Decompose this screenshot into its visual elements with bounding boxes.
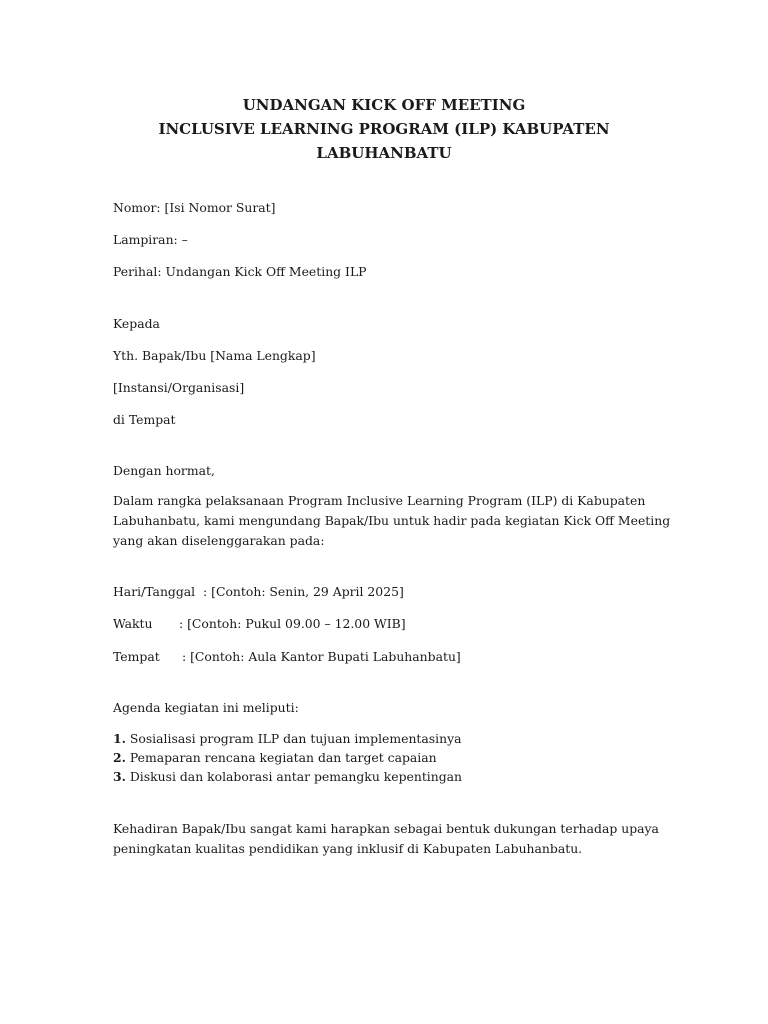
agenda-intro: Agenda kegiatan ini meliputi: xyxy=(113,700,299,715)
agenda-item-text: Pemaparan rencana kegiatan dan target capaian xyxy=(125,750,437,765)
closing-line-2: peningkatan kualitas pendidikan yang inklusif di Kabupaten Labuhanbatu. xyxy=(113,841,583,856)
event-date-value: : [Contoh: Senin, 29 April 2025] xyxy=(203,584,404,599)
event-place-label: Tempat xyxy=(113,649,160,664)
event-time-value: : [Contoh: Pukul 09.00 – 12.00 WIB] xyxy=(178,616,406,631)
agenda-item-number: 3. xyxy=(113,769,126,784)
closing-paragraph xyxy=(113,819,659,859)
salutation: Dengan hormat, xyxy=(113,463,215,478)
intro-line-2: Labuhanbatu, kami mengundang Bapak/Ibu untuk hadir pada kegiatan Kick Off Meeting xyxy=(113,513,671,528)
title-line-3: LABUHANBATU xyxy=(316,144,452,162)
document-title xyxy=(113,93,655,165)
recipient-kepada: Kepada xyxy=(113,316,160,331)
event-place-row xyxy=(113,647,461,666)
title-line-2: INCLUSIVE LEARNING PROGRAM (ILP) KABUPATEN xyxy=(158,120,610,138)
agenda-list xyxy=(113,729,653,786)
nomor-field: Nomor: [Isi Nomor Surat] xyxy=(113,200,276,215)
closing-line-1: Kehadiran Bapak/Ibu sangat kami harapkan sebagai bentuk dukungan terhadap upaya xyxy=(113,821,659,836)
agenda-item xyxy=(113,748,653,767)
event-date-label: Hari/Tanggal xyxy=(113,584,200,599)
intro-line-1: Dalam rangka pelaksanaan Program Inclusive Learning Program (ILP) di Kabupaten xyxy=(113,493,646,508)
event-time-label: Waktu xyxy=(113,616,153,631)
agenda-item-text: Sosialisasi program ILP dan tujuan implementasinya xyxy=(125,731,462,746)
intro-paragraph xyxy=(113,491,671,551)
agenda-item xyxy=(113,729,653,748)
agenda-item xyxy=(113,767,653,786)
recipient-institution: [Instansi/Organisasi] xyxy=(113,380,245,395)
event-time-row xyxy=(113,614,406,633)
intro-line-3: yang akan diselenggarakan pada: xyxy=(113,533,325,548)
event-date-row xyxy=(113,582,404,601)
recipient-name: Yth. Bapak/Ibu [Nama Lengkap] xyxy=(113,348,316,363)
title-line-1: UNDANGAN KICK OFF MEETING xyxy=(242,96,526,114)
recipient-place: di Tempat xyxy=(113,412,176,427)
agenda-item-number: 1. xyxy=(113,731,126,746)
perihal-field: Perihal: Undangan Kick Off Meeting ILP xyxy=(113,264,367,279)
event-place-value: : [Contoh: Aula Kantor Bupati Labuhanbatu] xyxy=(181,649,461,664)
lampiran-field: Lampiran: – xyxy=(113,232,188,247)
agenda-item-number: 2. xyxy=(113,750,126,765)
agenda-item-text: Diskusi dan kolaborasi antar pemangku kepentingan xyxy=(125,769,463,784)
